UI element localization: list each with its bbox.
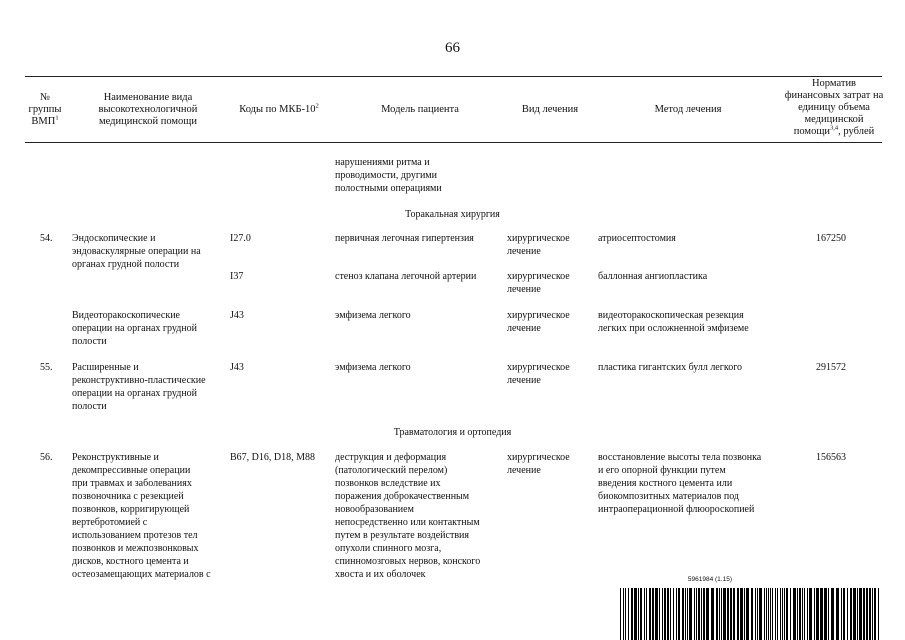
header-treatment-type: Вид лечения (521, 104, 579, 115)
icd-code: I37 (230, 271, 244, 282)
section-traumatology: Травматология и ортопедия (393, 427, 512, 438)
patient-model: первичная легочная гипертензия (335, 233, 474, 244)
treatment-method: пластика гигантских булл легкого (598, 362, 743, 373)
treatment-method: атриосептостомия (598, 233, 676, 244)
care-type-name: Расширенные и реконструктивно-пластические операции на органах грудной полости (72, 362, 206, 412)
patient-model: эмфизема легкого (335, 362, 411, 373)
treatment-method: видеоторакоскопическая резекция легких при осложненной эмфиземе (598, 310, 749, 334)
treatment-type: хирургическое лечение (507, 310, 570, 334)
treatment-type: хирургическое лечение (507, 362, 570, 386)
header-group-number: № группы ВМП$^1$ (28, 92, 62, 127)
section-thoracic-surgery: Торакальная хирургия (405, 209, 500, 220)
row-number: 55. (40, 362, 53, 373)
barcode-icon (620, 588, 882, 640)
header-care-type: Наименование вида высокотехнологичной медицинской помощи (98, 92, 198, 127)
header-patient-model: Модель пациента (381, 104, 459, 115)
treatment-method: восстановление высоты тела позвонка и его опорной функции путем введения костного цемента или биокомпозитных материалов под интраоперационной флюороскопией (598, 452, 762, 515)
patient-model: эмфизема легкого (335, 310, 411, 321)
page-number: 66 (445, 40, 460, 56)
cost-norm: 167250 (816, 233, 846, 244)
header-cost-norm: Норматив финансовых затрат на единицу объема медицинской помощи$^{3,4}$, рублей (784, 78, 884, 137)
cost-norm: 291572 (816, 362, 846, 373)
icd-code: I27.0 (230, 233, 251, 244)
row-number: 56. (40, 452, 53, 463)
icd-code: B67, D16, D18, M88 (230, 452, 316, 463)
header-icd-codes: Коды по МКБ-$10^2$ (239, 102, 319, 115)
patient-model: деструкция и деформация (патологический перелом) позвонков вследствие их поражения доброкачественным новообразованием непосредственно или контактным путем в результате воздействия опухоли спинного мозга, спинномозговых нервов, конского хвоста и их оболочек (335, 452, 481, 580)
cost-norm: 156563 (816, 452, 846, 463)
treatment-type: хирургическое лечение (507, 452, 570, 476)
care-type-name: Реконструктивные и декомпрессивные операции при травмах и заболеваниях позвоночника с резекцией позвонков, корригирующей вертебротомией с использованием протезов тел позвонков и межпозвонковых дисков, костного цемента и остеозамещающих материалов с (72, 452, 211, 580)
header-bottom-border (25, 142, 882, 143)
row-number: 54. (40, 233, 53, 244)
icd-code: J43 (230, 310, 244, 321)
treatment-type: хирургическое лечение (507, 271, 570, 295)
barcode-number: 5961984 (1.15) (687, 576, 732, 583)
header-treatment-method: Метод лечения (654, 104, 722, 115)
treatment-method: баллонная ангиопластика (598, 271, 708, 282)
care-type-name: Видеоторакоскопические операции на органах грудной полости (72, 310, 198, 347)
continued-patient-model: нарушениями ритма и проводимости, другими полостными операциями (335, 157, 442, 194)
icd-code: J43 (230, 362, 244, 373)
table-top-border (25, 76, 882, 77)
patient-model: стеноз клапана легочной артерии (335, 271, 477, 282)
care-type-name: Эндоскопические и эндоваскулярные операции на органах грудной полости (72, 233, 201, 270)
treatment-type: хирургическое лечение (507, 233, 570, 257)
